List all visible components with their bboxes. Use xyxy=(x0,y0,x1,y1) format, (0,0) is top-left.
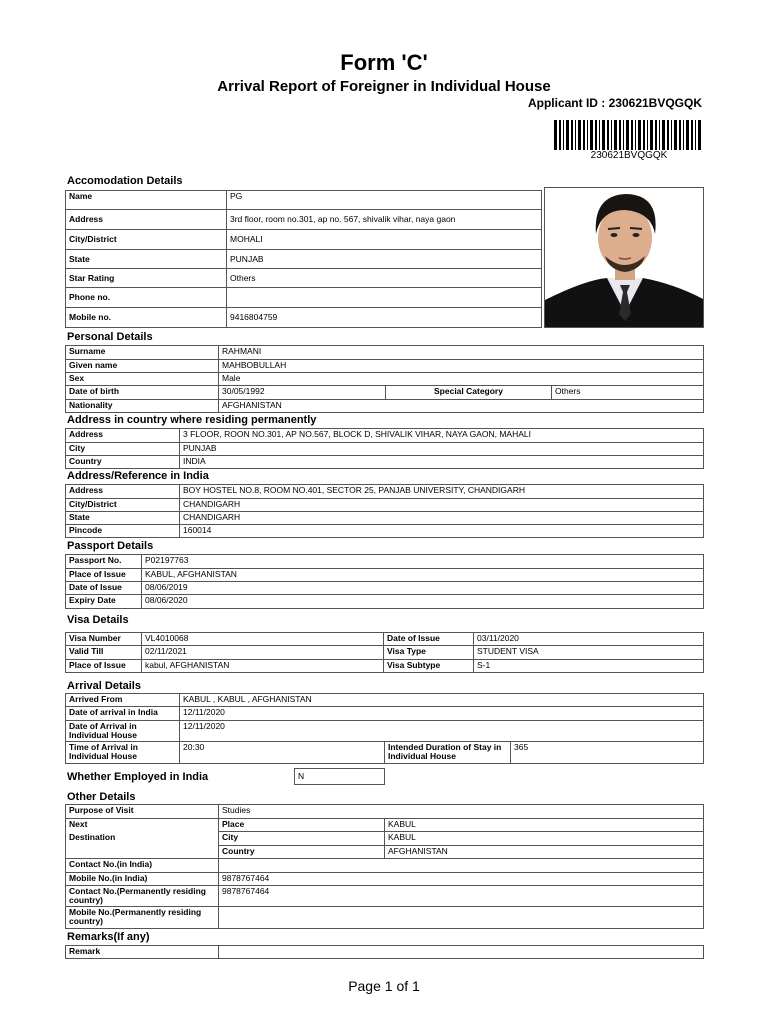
passport-value: KABUL, AFGHANISTAN xyxy=(142,569,704,582)
place-value: KABUL xyxy=(385,819,704,832)
nationality-value: AFGHANISTAN xyxy=(219,400,704,413)
arrival-time-label: Time of Arrival in Individual House xyxy=(66,742,180,764)
place-label: Place xyxy=(219,819,385,832)
accommodation-row xyxy=(66,269,542,288)
india-reference-table xyxy=(65,484,704,538)
special-category-label: Special Category xyxy=(386,386,552,400)
form-subtitle: Arrival Report of Foreigner in Individual House xyxy=(217,78,551,95)
permanent-address-heading: Address in country where residing permanently xyxy=(67,414,317,426)
passport-heading: Passport Details xyxy=(67,540,154,552)
visa-type-label: Visa Type xyxy=(384,646,474,660)
accommodation-heading: Accomodation Details xyxy=(67,175,183,187)
form-title: Form 'C' xyxy=(340,50,428,75)
contact-perm-value: 9878767464 xyxy=(219,886,704,907)
surname-label: Surname xyxy=(66,346,219,360)
ref-label: Pincode xyxy=(66,525,180,538)
arrived-from-value: KABUL , KABUL , AFGHANISTAN xyxy=(180,694,704,707)
acc-value xyxy=(227,288,542,308)
valid-till-label: Valid Till xyxy=(66,646,142,660)
accommodation-row xyxy=(66,250,542,269)
remark-label: Remark xyxy=(66,946,219,959)
next-destination-label xyxy=(66,819,219,859)
arrival-house-value: 12/11/2020 xyxy=(180,721,704,742)
passport-value: 08/06/2020 xyxy=(142,595,704,609)
acc-value: Others xyxy=(227,269,542,288)
ref-value: 160014 xyxy=(180,525,704,538)
given-name-label: Given name xyxy=(66,360,219,373)
acc-value: 9416804759 xyxy=(227,308,542,328)
applicant-id: Applicant ID : 230621BVQGQK xyxy=(527,96,702,110)
personal-table xyxy=(65,345,704,413)
visa-place-value: kabul, AFGHANISTAN xyxy=(142,660,384,673)
destination-label: Destination xyxy=(69,832,116,842)
perm-label: Country xyxy=(66,456,180,469)
ref-label: Address xyxy=(66,485,180,499)
dest-country-label: Country xyxy=(219,846,385,859)
accommodation-row xyxy=(66,288,542,308)
arrival-india-label: Date of arrival in India xyxy=(66,707,180,721)
acc-label: Name xyxy=(66,191,227,210)
visa-place-label: Place of Issue xyxy=(66,660,142,673)
contact-india-label: Contact No.(in India) xyxy=(66,859,219,873)
visa-subtype-label: Visa Subtype xyxy=(384,660,474,673)
employment-label: Whether Employed in India xyxy=(67,771,209,783)
accommodation-row xyxy=(66,191,542,210)
mobile-india-label: Mobile No.(in India) xyxy=(66,873,219,886)
perm-label: City xyxy=(66,443,180,456)
visa-subtype-value: S-1 xyxy=(474,660,704,673)
acc-label: City/District xyxy=(66,230,227,250)
india-reference-heading: Address/Reference in India xyxy=(67,470,209,482)
duration-value: 365 xyxy=(511,742,704,764)
visa-number-value: VL4010068 xyxy=(142,633,384,646)
duration-label: Intended Duration of Stay in Individual House xyxy=(385,742,511,764)
passport-label: Expiry Date xyxy=(66,595,142,609)
sex-value: Male xyxy=(219,373,704,386)
other-heading: Other Details xyxy=(67,791,136,803)
passport-label: Place of Issue xyxy=(66,569,142,582)
ref-value: BOY HOSTEL NO.8, ROOM NO.401, SECTOR 25, PANJAB UNIVERSITY, CHANDIGARH xyxy=(180,485,704,499)
mobile-perm-value xyxy=(219,907,704,929)
ref-label: City/District xyxy=(66,499,180,512)
arrival-time-value: 20:30 xyxy=(180,742,385,764)
visa-issue-date-label: Date of Issue xyxy=(384,633,474,646)
arrival-heading: Arrival Details xyxy=(67,680,141,692)
contact-india-value xyxy=(219,859,704,873)
dest-country-value: AFGHANISTAN xyxy=(385,846,704,859)
acc-value: PUNJAB xyxy=(227,250,542,269)
ref-value: CHANDIGARH xyxy=(180,512,704,525)
remark-value xyxy=(219,946,704,959)
ref-value: CHANDIGARH xyxy=(180,499,704,512)
purpose-label: Purpose of Visit xyxy=(66,805,219,819)
acc-label: Address xyxy=(66,210,227,230)
perm-value: INDIA xyxy=(180,456,704,469)
contact-perm-label: Contact No.(Permanently residing country) xyxy=(66,886,219,907)
dest-city-value: KABUL xyxy=(385,832,704,846)
permanent-address-table xyxy=(65,428,704,469)
arrival-india-value: 12/11/2020 xyxy=(180,707,704,721)
perm-value: 3 FLOOR, ROON NO.301, AP NO.567, BLOCK D, SHIVALIK VIHAR, NAYA GAON, MAHALI xyxy=(180,429,704,443)
personal-heading: Personal Details xyxy=(67,331,153,343)
arrival-table xyxy=(65,693,704,764)
purpose-value: Studies xyxy=(219,805,704,819)
acc-label: Star Rating xyxy=(66,269,227,288)
other-table xyxy=(65,804,704,929)
applicant-photo xyxy=(544,187,704,328)
barcode xyxy=(554,120,704,150)
visa-issue-date-value: 03/11/2020 xyxy=(474,633,704,646)
visa-table xyxy=(65,632,704,673)
barcode-text: 230621BVQGQK xyxy=(590,150,668,161)
passport-value: 08/06/2019 xyxy=(142,582,704,595)
accommodation-table xyxy=(65,190,542,328)
nationality-label: Nationality xyxy=(66,400,219,413)
passport-label: Passport No. xyxy=(66,555,142,569)
accommodation-row xyxy=(66,210,542,230)
next-label: Next xyxy=(69,819,88,829)
page-number: Page 1 of 1 xyxy=(348,978,420,994)
arrival-house-label: Date of Arrival in Individual House xyxy=(66,721,180,742)
mobile-perm-label: Mobile No.(Permanently residing country) xyxy=(66,907,219,929)
visa-heading: Visa Details xyxy=(67,614,129,626)
acc-value: PG xyxy=(227,191,542,210)
arrived-from-label: Arrived From xyxy=(66,694,180,707)
acc-value: MOHALI xyxy=(227,230,542,250)
accommodation-row xyxy=(66,308,542,328)
accommodation-row xyxy=(66,230,542,250)
remarks-heading: Remarks(If any) xyxy=(67,931,150,943)
perm-label: Address xyxy=(66,429,180,443)
acc-label: Phone no. xyxy=(66,288,227,308)
passport-value: P02197763 xyxy=(142,555,704,569)
acc-label: State xyxy=(66,250,227,269)
mobile-india-value: 9878767464 xyxy=(219,873,704,886)
remarks-table xyxy=(65,945,704,959)
ref-label: State xyxy=(66,512,180,525)
acc-value: 3rd floor, room no.301, ap no. 567, shivalik vihar, naya gaon xyxy=(227,210,542,230)
given-name-value: MAHBOBULLAH xyxy=(219,360,704,373)
passport-label: Date of Issue xyxy=(66,582,142,595)
dest-city-label: City xyxy=(219,832,385,846)
acc-label: Mobile no. xyxy=(66,308,227,328)
visa-number-label: Visa Number xyxy=(66,633,142,646)
valid-till-value: 02/11/2021 xyxy=(142,646,384,660)
surname-value: RAHMANI xyxy=(219,346,704,360)
passport-table xyxy=(65,554,704,609)
special-category-value: Others xyxy=(552,386,704,400)
sex-label: Sex xyxy=(66,373,219,386)
dob-label: Date of birth xyxy=(66,386,219,400)
perm-value: PUNJAB xyxy=(180,443,704,456)
visa-type-value: STUDENT VISA xyxy=(474,646,704,660)
employment-value: N xyxy=(294,768,385,785)
dob-value: 30/05/1992 xyxy=(219,386,386,400)
